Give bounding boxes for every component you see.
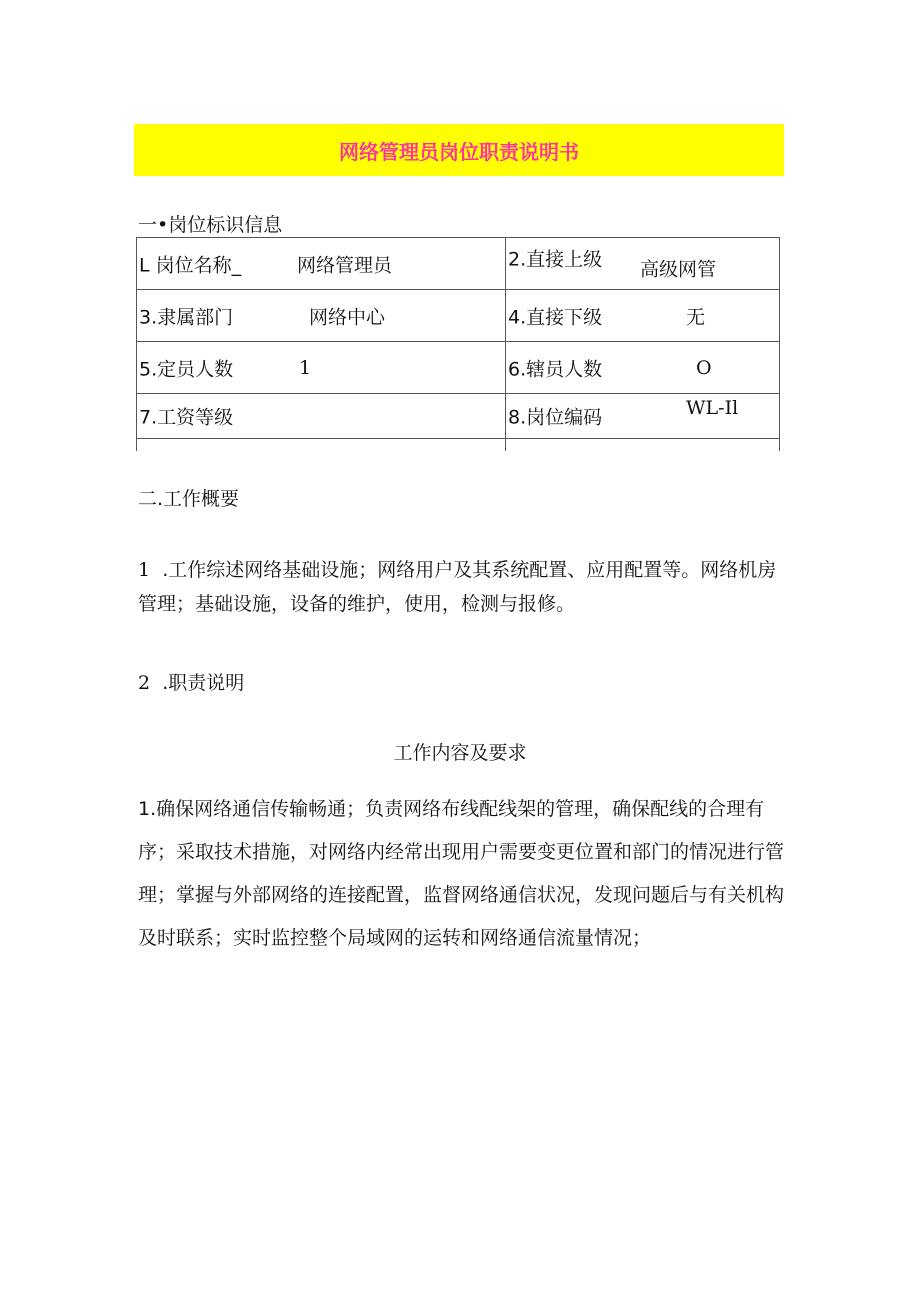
value-subordinate-count: O <box>696 356 712 379</box>
table-cell <box>137 439 506 452</box>
section2-heading: 二.工作概要 <box>138 488 240 510</box>
label-department: 3.隶属部门 <box>139 306 234 328</box>
table-row <box>137 342 780 394</box>
duties-number: 2 <box>138 672 151 694</box>
table-row <box>137 238 780 290</box>
overview-paragraph <box>138 553 788 621</box>
value-headcount: 1 <box>299 356 312 379</box>
table-cell <box>137 238 506 290</box>
table-cell <box>137 394 506 439</box>
value-position-code: WL-Il <box>686 397 739 419</box>
label-position-name: L 岗位名称_ <box>139 254 242 276</box>
label-headcount: 5.定员人数 <box>139 358 234 380</box>
table-cell <box>506 238 780 290</box>
document-title: 网络管理员岗位职责说明书 <box>339 139 579 164</box>
duties-heading <box>138 666 788 700</box>
overview-text: .工作综述网络基础设施；网络用户及其系统配置、应用配置等。网络机房管理；基础设施，设备的维护，使用，检测与报修。 <box>138 559 777 615</box>
value-direct-subordinate: 无 <box>686 306 706 328</box>
table-cell <box>506 394 780 439</box>
label-direct-superior: 2.直接上级 <box>508 248 603 271</box>
table-cell <box>137 342 506 394</box>
value-direct-superior: 高级网管 <box>640 258 717 281</box>
duty-item-1: 1.确保网络通信传输畅通；负责网络布线配线架的管理，确保配线的合理有序；采取技术措施，对网络内经常出现用户需要变更位置和部门的情况进行管理；掌握与外部网络的连接配置，监督网络通信状况，发现问题后与有关机构及时联系；实时监控整个局域网的运转和网络通信流量情况； <box>138 798 785 949</box>
table-row <box>137 394 780 439</box>
table-cell <box>506 342 780 394</box>
table-row <box>137 439 780 452</box>
value-department: 网络中心 <box>309 306 386 328</box>
table-cell <box>506 290 780 342</box>
section1-heading: 一•岗位标识信息 <box>138 214 283 236</box>
label-salary-grade: 7.工资等级 <box>139 406 234 429</box>
position-info-table <box>136 237 780 451</box>
document-title-banner <box>134 124 784 176</box>
table-cell <box>506 439 780 452</box>
table-row <box>137 290 780 342</box>
table-cell <box>137 290 506 342</box>
label-position-code: 8.岗位编码 <box>508 406 603 429</box>
label-direct-subordinate: 4.直接下级 <box>508 306 603 328</box>
duties-heading-text: .职责说明 <box>162 672 245 694</box>
label-subordinate-count: 6.辖员人数 <box>508 358 603 380</box>
overview-number: 1 <box>138 559 151 581</box>
work-content-heading: 工作内容及要求 <box>393 742 527 764</box>
value-position-name: 网络管理员 <box>297 254 393 276</box>
